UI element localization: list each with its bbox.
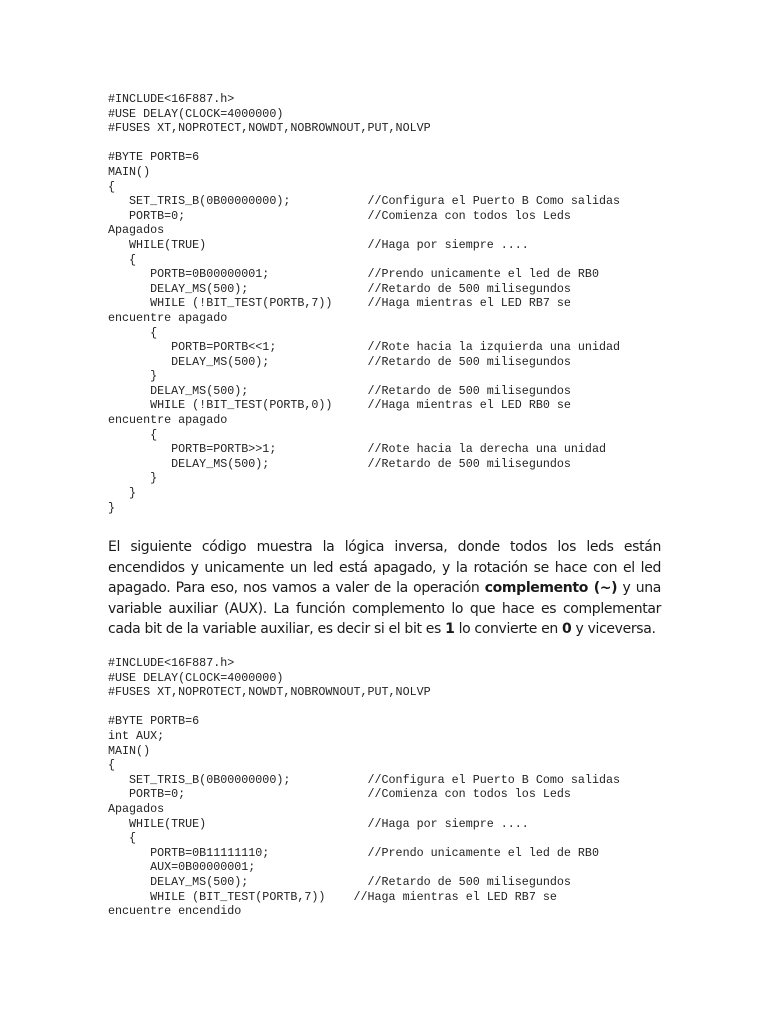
paragraph-text-2: y una variable auxiliar (AUX). La función complemento lo que hace es complementar cada bit de la variable auxiliar, es decir si el bit es [108,580,661,637]
explanation-paragraph [108,537,661,640]
paragraph-text-3: lo convierte en [454,621,563,637]
paragraph-bold-zero: 0 [562,621,572,637]
code-block-rotation-normal: #INCLUDE<16F887.h> #USE DELAY(CLOCK=4000000) #FUSES XT,NOPROTECT,NOWDT,NOBROWNOUT,PUT,NOLVP #BYTE PORTB=6 MAIN() { SET_TRIS_B(0B00000000); //Configura el Puerto B Como salidas PORTB=0; //Comienza con todos los Leds Apagados WHILE(TRUE) //Haga por siempre .... { PORTB=0B00000001; //Prendo unicamente el led de RB0 DELAY_MS(500); //Retardo de 500 milisegundos WHILE (!BIT_TEST(PORTB,7)) //Haga mientras el LED RB7 se encuentre apagado { PORTB=PORTB<<1; //Rote hacia la izquierda una unidad DELAY_MS(500); //Retardo de 500 milisegundos } DELAY_MS(500); //Retardo de 500 milisegundos WHILE (!BIT_TEST(PORTB,0)) //Haga mientras el LED RB0 se encuentre apagado { PORTB=PORTB>>1; //Rote hacia la derecha una unidad DELAY_MS(500); //Retardo de 500 milisegundos } } } [108,92,620,515]
paragraph-text-1: El siguiente código muestra la lógica inversa, donde todos los leds están encendidos y unicamente un led está apagado, y la rotación se hace con el led apagado. Para eso, nos vamos a valer de la operación [108,539,661,596]
paragraph-bold-one: 1 [445,621,455,637]
code-block-rotation-inverse: #INCLUDE<16F887.h> #USE DELAY(CLOCK=4000000) #FUSES XT,NOPROTECT,NOWDT,NOBROWNOUT,PUT,NOLVP #BYTE PORTB=6 int AUX; MAIN() { SET_TRIS_B(0B00000000); //Configura el Puerto B Como salidas PORTB=0; //Comienza con todos los Leds Apagados WHILE(TRUE) //Haga por siempre .... { PORTB=0B11111110; //Prendo unicamente el led de RB0 AUX=0B00000001; DELAY_MS(500); //Retardo de 500 milisegundos WHILE (BIT_TEST(PORTB,7)) //Haga mientras el LED RB7 se encuentre encendido [108,656,620,919]
paragraph-bold-complement: complemento (~) [484,580,618,596]
paragraph-text-4: y viceversa. [571,621,656,637]
